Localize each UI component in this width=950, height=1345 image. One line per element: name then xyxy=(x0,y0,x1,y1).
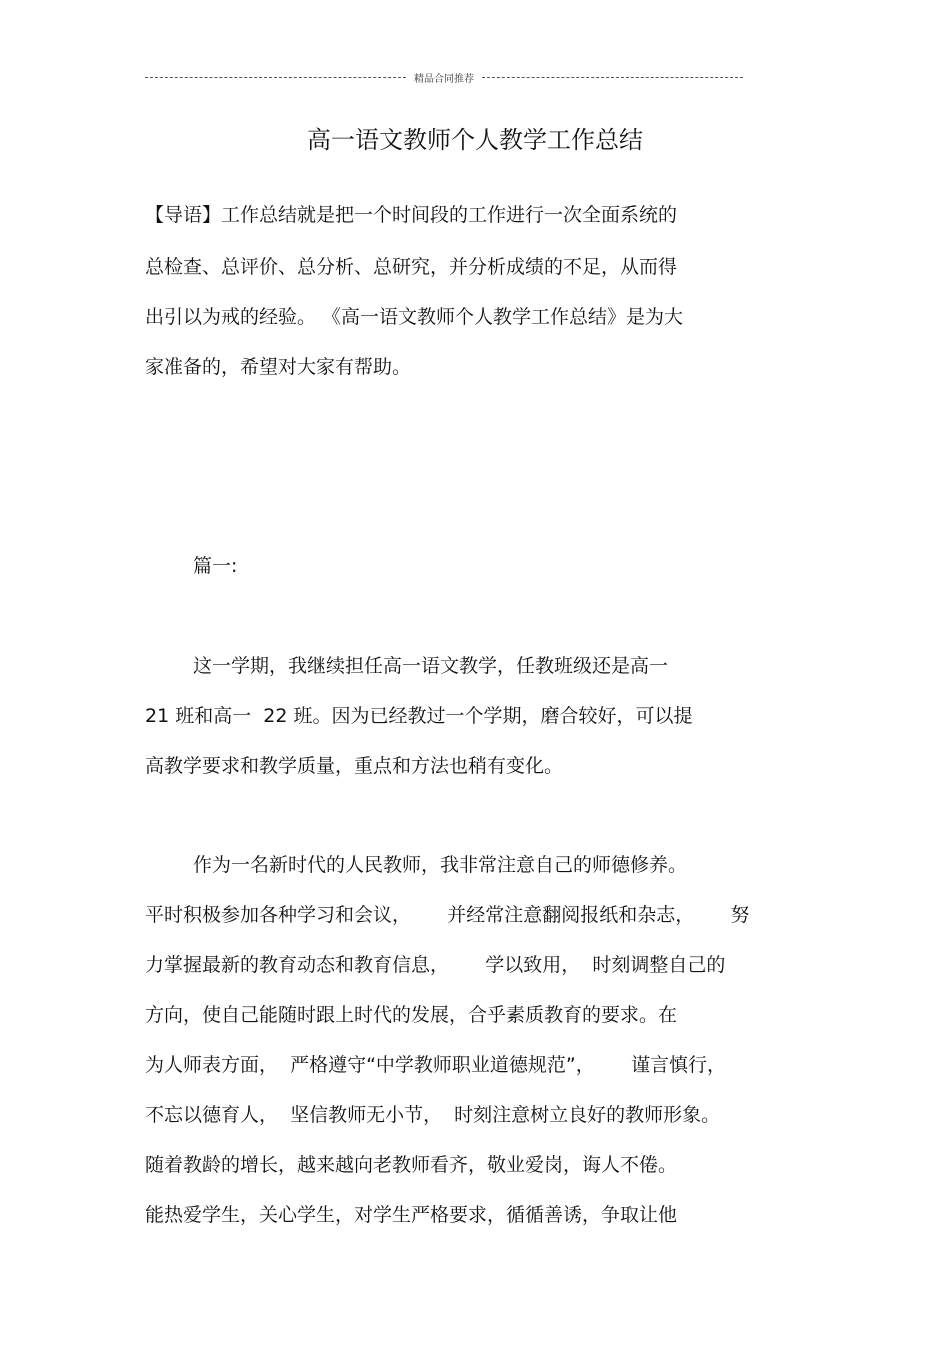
paragraph2-line-7: 随着教龄的增长，越来越向老教师看齐，敬业爱岗，诲人不倦。 xyxy=(145,1154,678,1176)
paragraph2-line-3: 力掌握最新的教育动态和教育信息， 学以致用， 时刻调整自己的 xyxy=(145,954,726,976)
paragraph2-line-4: 方向，使自己能随时跟上时代的发展，合乎素质教育的要求。在 xyxy=(145,1004,678,1026)
paragraph2-line-1: 作为一名新时代的人民教师，我非常注意自己的师德修养。 xyxy=(193,854,688,876)
paragraph1-line-2: 21 班和高一 22 班。因为已经教过一个学期，磨合较好，可以提 xyxy=(145,705,693,727)
intro-line-2: 总检查、总评价、总分析、总研究，并分析成绩的不足，从而得 xyxy=(145,256,678,278)
section-heading: 篇一: xyxy=(193,555,238,577)
paragraph2-line-2: 平时积极参加各种学习和会议， 并经常注意翻阅报纸和杂志， 努 xyxy=(145,904,750,926)
intro-line-4: 家准备的，希望对大家有帮助。 xyxy=(145,356,412,378)
header-label: 精品合同推荐 xyxy=(414,73,474,85)
header-left-rule xyxy=(145,77,406,78)
document-title: 高一语文教师个人教学工作总结 xyxy=(307,126,643,154)
paragraph2-line-6: 不忘以德育人， 坚信教师无小节， 时刻注意树立良好的教师形象。 xyxy=(145,1104,721,1126)
header-right-rule xyxy=(482,77,743,78)
paragraph2-line-8: 能热爱学生，关心学生，对学生严格要求，循循善诱，争取让他 xyxy=(145,1204,678,1226)
intro-line-3: 出引以为戒的经验。 《高一语文教师个人教学工作总结》是为大 xyxy=(145,306,684,328)
page-header xyxy=(145,68,743,86)
paragraph1-line-3: 高教学要求和教学质量，重点和方法也稍有变化。 xyxy=(145,755,564,777)
intro-line-1: 【导语】工作总结就是把一个时间段的工作进行一次全面系统的 xyxy=(145,204,678,226)
paragraph1-line-1: 这一学期，我继续担任高一语文教学，任教班级还是高一 xyxy=(193,655,669,677)
paragraph2-line-5: 为人师表方面， 严格遵守“中学教师职业道德规范”， 谨言慎行， xyxy=(145,1054,727,1076)
